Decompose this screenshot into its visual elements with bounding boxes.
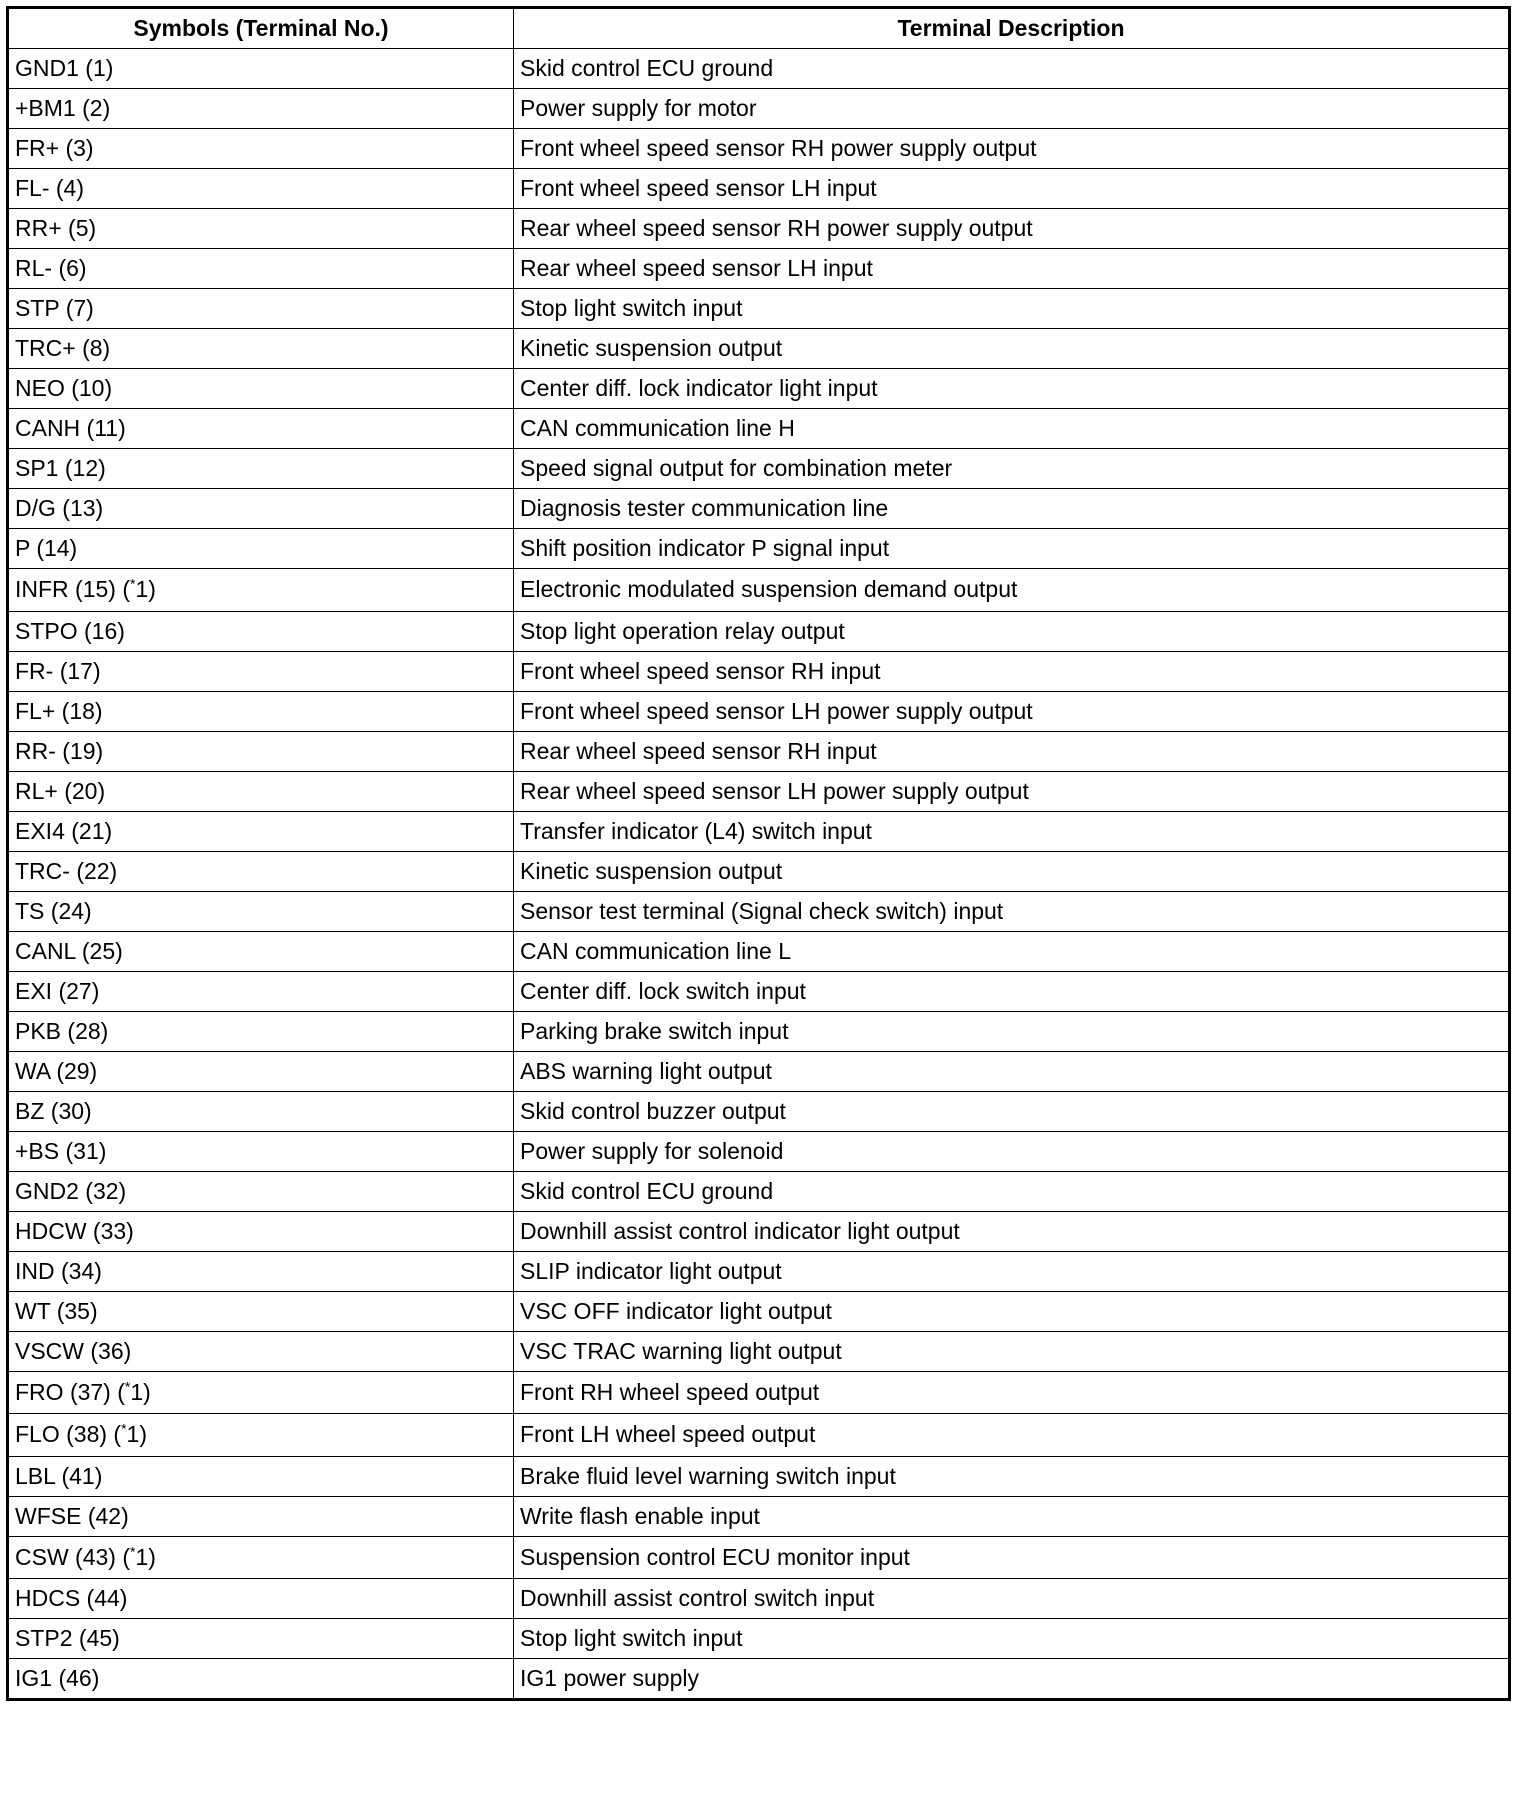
- terminal-description-cell: Front RH wheel speed output: [514, 1371, 1510, 1414]
- table-row: [8, 209, 1510, 249]
- terminal-description-cell: CAN communication line L: [514, 931, 1510, 971]
- terminal-symbol-cell: [8, 1211, 514, 1251]
- table-row: [8, 611, 1510, 651]
- terminal-description-cell: Stop light switch input: [514, 1619, 1510, 1659]
- terminal-symbol: LBL (41): [15, 1462, 103, 1489]
- terminal-symbol-cell: [8, 209, 514, 249]
- terminal-symbol-cell: [8, 409, 514, 449]
- terminal-symbol: GND2 (32): [15, 1177, 127, 1204]
- terminal-symbol-cell: [8, 569, 514, 612]
- terminal-description-cell: IG1 power supply: [514, 1659, 1510, 1700]
- footnote-marker: *: [130, 575, 136, 592]
- terminal-symbol: RR- (19): [15, 737, 104, 764]
- terminal-symbol: IND (34): [15, 1257, 102, 1284]
- table-row: [8, 851, 1510, 891]
- terminal-description-cell: Stop light operation relay output: [514, 611, 1510, 651]
- terminal-symbol: CANL (25): [15, 937, 123, 964]
- symbol-column-header: Symbols (Terminal No.): [8, 8, 514, 49]
- terminal-symbol-cell: [8, 1091, 514, 1131]
- terminal-symbol-cell: [8, 129, 514, 169]
- table-row: [8, 891, 1510, 931]
- table-row: [8, 1619, 1510, 1659]
- terminal-description-cell: Rear wheel speed sensor RH input: [514, 731, 1510, 771]
- terminal-symbol-cell: [8, 1131, 514, 1171]
- table-row: [8, 1371, 1510, 1414]
- table-row: [8, 1456, 1510, 1496]
- table-row: [8, 1659, 1510, 1700]
- terminal-description-cell: Speed signal output for combination meter: [514, 449, 1510, 489]
- terminal-symbol: STP (7): [15, 295, 94, 321]
- terminal-symbol: BZ (30): [15, 1097, 92, 1124]
- terminal-symbol: FL- (4): [15, 175, 84, 201]
- terminal-description-cell: Rear wheel speed sensor LH power supply output: [514, 771, 1510, 811]
- terminal-description-cell: ABS warning light output: [514, 1051, 1510, 1091]
- terminal-symbol-cell: [8, 529, 514, 569]
- terminal-symbol: NEO (10): [15, 375, 113, 401]
- terminal-symbol-cell: [8, 49, 514, 89]
- terminal-description-cell: Center diff. lock switch input: [514, 971, 1510, 1011]
- terminal-symbol: RL- (6): [15, 255, 87, 281]
- terminal-symbol-cell: [8, 289, 514, 329]
- footnote-marker: *: [121, 1420, 127, 1437]
- terminal-symbol-cell: [8, 931, 514, 971]
- terminal-symbol-cell: [8, 1619, 514, 1659]
- terminal-description-cell: Front wheel speed sensor LH power supply output: [514, 691, 1510, 731]
- table-row: [8, 1496, 1510, 1536]
- terminal-symbol: INFR (15) (: [15, 576, 130, 603]
- terminal-symbol: GND1 (1): [15, 55, 114, 81]
- terminal-symbol: WA (29): [15, 1057, 98, 1084]
- terminal-symbol: RR+ (5): [15, 215, 97, 241]
- header-row: [8, 8, 1510, 49]
- terminal-symbol: RL+ (20): [15, 777, 106, 804]
- table-row: [8, 1211, 1510, 1251]
- table-row: [8, 369, 1510, 409]
- terminal-symbol-note-ref: 1): [135, 1543, 156, 1570]
- terminal-symbol-cell: [8, 1331, 514, 1371]
- terminal-description-cell: Front wheel speed sensor RH input: [514, 651, 1510, 691]
- terminal-description-cell: Downhill assist control switch input: [514, 1579, 1510, 1619]
- terminal-description-cell: Parking brake switch input: [514, 1011, 1510, 1051]
- terminal-description-cell: Power supply for motor: [514, 89, 1510, 129]
- terminal-symbol: SP1 (12): [15, 455, 106, 481]
- terminal-symbol: P (14): [15, 535, 78, 561]
- table-row: [8, 1414, 1510, 1457]
- terminal-symbol: TRC- (22): [15, 857, 118, 884]
- terminal-description-cell: CAN communication line H: [514, 409, 1510, 449]
- terminal-description-cell: SLIP indicator light output: [514, 1251, 1510, 1291]
- table-row: [8, 249, 1510, 289]
- terminal-symbol-cell: [8, 1659, 514, 1700]
- terminal-symbol: EXI (27): [15, 977, 100, 1004]
- terminal-symbol-cell: [8, 811, 514, 851]
- terminal-description-cell: Kinetic suspension output: [514, 329, 1510, 369]
- terminal-symbol: STPO (16): [15, 617, 125, 644]
- terminal-symbol-note-ref: 1): [126, 1421, 147, 1448]
- description-column-header: Terminal Description: [514, 8, 1510, 49]
- terminal-symbol-cell: [8, 1414, 514, 1457]
- terminal-description-cell: Skid control buzzer output: [514, 1091, 1510, 1131]
- table-row: [8, 1051, 1510, 1091]
- table-row: [8, 1331, 1510, 1371]
- table-row: [8, 289, 1510, 329]
- table-row: [8, 731, 1510, 771]
- terminal-symbol: FR+ (3): [15, 135, 94, 161]
- terminal-description-cell: Center diff. lock indicator light input: [514, 369, 1510, 409]
- table-row: [8, 169, 1510, 209]
- terminal-symbol: FR- (17): [15, 657, 101, 684]
- terminal-symbol-cell: [8, 1291, 514, 1331]
- terminal-description-cell: Brake fluid level warning switch input: [514, 1456, 1510, 1496]
- footnote-marker: *: [124, 1378, 131, 1395]
- terminal-description-cell: Transfer indicator (L4) switch input: [514, 811, 1510, 851]
- table-row: [8, 449, 1510, 489]
- terminal-description-cell: Suspension control ECU monitor input: [514, 1536, 1510, 1579]
- terminal-symbol: CANH (11): [15, 415, 126, 441]
- terminal-symbol-cell: [8, 771, 514, 811]
- terminal-symbol-cell: [8, 89, 514, 129]
- table-row: [8, 971, 1510, 1011]
- terminal-symbol: +BM1 (2): [15, 95, 111, 121]
- terminal-symbol-cell: [8, 329, 514, 369]
- terminal-description-cell: Power supply for solenoid: [514, 1131, 1510, 1171]
- terminal-symbol-cell: [8, 1536, 514, 1579]
- terminal-symbol-cell: [8, 369, 514, 409]
- table-row: [8, 691, 1510, 731]
- terminal-symbol-cell: [8, 1051, 514, 1091]
- terminal-symbol: FLO (38) (: [15, 1421, 122, 1448]
- table-row: [8, 329, 1510, 369]
- terminal-symbol-cell: [8, 1171, 514, 1211]
- terminal-description-cell: VSC OFF indicator light output: [514, 1291, 1510, 1331]
- terminal-symbol-cell: [8, 1011, 514, 1051]
- terminal-symbol: D/G (13): [15, 495, 104, 521]
- table-row: [8, 1291, 1510, 1331]
- terminal-symbol: EXI4 (21): [15, 817, 113, 844]
- table-row: [8, 771, 1510, 811]
- table-row: [8, 931, 1510, 971]
- terminal-symbol: WFSE (42): [15, 1502, 129, 1529]
- terminal-symbol-cell: [8, 1456, 514, 1496]
- terminal-symbol-cell: [8, 851, 514, 891]
- terminal-description-cell: Write flash enable input: [514, 1496, 1510, 1536]
- terminal-symbol: WT (35): [15, 1297, 98, 1324]
- terminal-symbol-cell: [8, 449, 514, 489]
- table-row: [8, 1579, 1510, 1619]
- terminal-symbol: FRO (37) (: [15, 1378, 125, 1405]
- terminal-symbol-cell: [8, 891, 514, 931]
- terminal-symbol-cell: [8, 611, 514, 651]
- table-row: [8, 89, 1510, 129]
- terminal-symbol-cell: [8, 169, 514, 209]
- terminal-description-cell: Diagnosis tester communication line: [514, 489, 1510, 529]
- terminal-description-cell: VSC TRAC warning light output: [514, 1331, 1510, 1371]
- table-row: [8, 1251, 1510, 1291]
- terminal-symbol: PKB (28): [15, 1017, 109, 1044]
- table-row: [8, 811, 1510, 851]
- terminal-table: [6, 6, 1511, 1701]
- table-row: [8, 529, 1510, 569]
- table-row: [8, 129, 1510, 169]
- terminal-symbol-cell: [8, 1371, 514, 1414]
- terminal-description-cell: Skid control ECU ground: [514, 49, 1510, 89]
- terminal-description-cell: Front wheel speed sensor LH input: [514, 169, 1510, 209]
- table-row: [8, 1536, 1510, 1579]
- terminal-symbol-cell: [8, 691, 514, 731]
- terminal-description-cell: Sensor test terminal (Signal check switch) input: [514, 891, 1510, 931]
- terminal-symbol: CSW (43) (: [15, 1543, 130, 1570]
- terminal-symbol: TRC+ (8): [15, 335, 111, 361]
- table-row: [8, 49, 1510, 89]
- table-row: [8, 651, 1510, 691]
- terminal-description-cell: Front wheel speed sensor RH power supply output: [514, 129, 1510, 169]
- table-row: [8, 489, 1510, 529]
- footnote-marker: *: [130, 1543, 136, 1560]
- terminal-symbol-note-ref: 1): [130, 1378, 151, 1405]
- table-body: [8, 49, 1510, 1700]
- terminal-symbol-cell: [8, 731, 514, 771]
- terminal-symbol-cell: [8, 1251, 514, 1291]
- terminal-description-cell: Rear wheel speed sensor RH power supply output: [514, 209, 1510, 249]
- terminal-symbol-cell: [8, 249, 514, 289]
- terminal-symbol-cell: [8, 1579, 514, 1619]
- table-row: [8, 1171, 1510, 1211]
- terminal-symbol: IG1 (46): [15, 1665, 100, 1691]
- table-row: [8, 1011, 1510, 1051]
- terminal-description-cell: Front LH wheel speed output: [514, 1414, 1510, 1457]
- terminal-description-cell: Kinetic suspension output: [514, 851, 1510, 891]
- table-row: [8, 1091, 1510, 1131]
- terminal-symbol: STP2 (45): [15, 1625, 120, 1651]
- terminal-symbol: +BS (31): [15, 1137, 107, 1164]
- terminal-symbol-cell: [8, 1496, 514, 1536]
- terminal-description-cell: Downhill assist control indicator light output: [514, 1211, 1510, 1251]
- terminal-description-cell: Electronic modulated suspension demand output: [514, 569, 1510, 612]
- terminal-symbol-note-ref: 1): [135, 576, 156, 603]
- terminal-description-cell: Skid control ECU ground: [514, 1171, 1510, 1211]
- terminal-symbol-cell: [8, 651, 514, 691]
- terminal-symbol: VSCW (36): [15, 1337, 132, 1364]
- terminal-description-cell: Shift position indicator P signal input: [514, 529, 1510, 569]
- terminal-symbol-cell: [8, 971, 514, 1011]
- terminal-symbol: HDCS (44): [15, 1585, 128, 1611]
- terminal-description-cell: Stop light switch input: [514, 289, 1510, 329]
- terminal-symbol: FL+ (18): [15, 697, 103, 724]
- terminal-symbol-cell: [8, 489, 514, 529]
- table-row: [8, 569, 1510, 612]
- terminal-description-cell: Rear wheel speed sensor LH input: [514, 249, 1510, 289]
- table-row: [8, 1131, 1510, 1171]
- terminal-symbol: TS (24): [15, 897, 92, 924]
- table-row: [8, 409, 1510, 449]
- terminal-symbol: HDCW (33): [15, 1217, 134, 1244]
